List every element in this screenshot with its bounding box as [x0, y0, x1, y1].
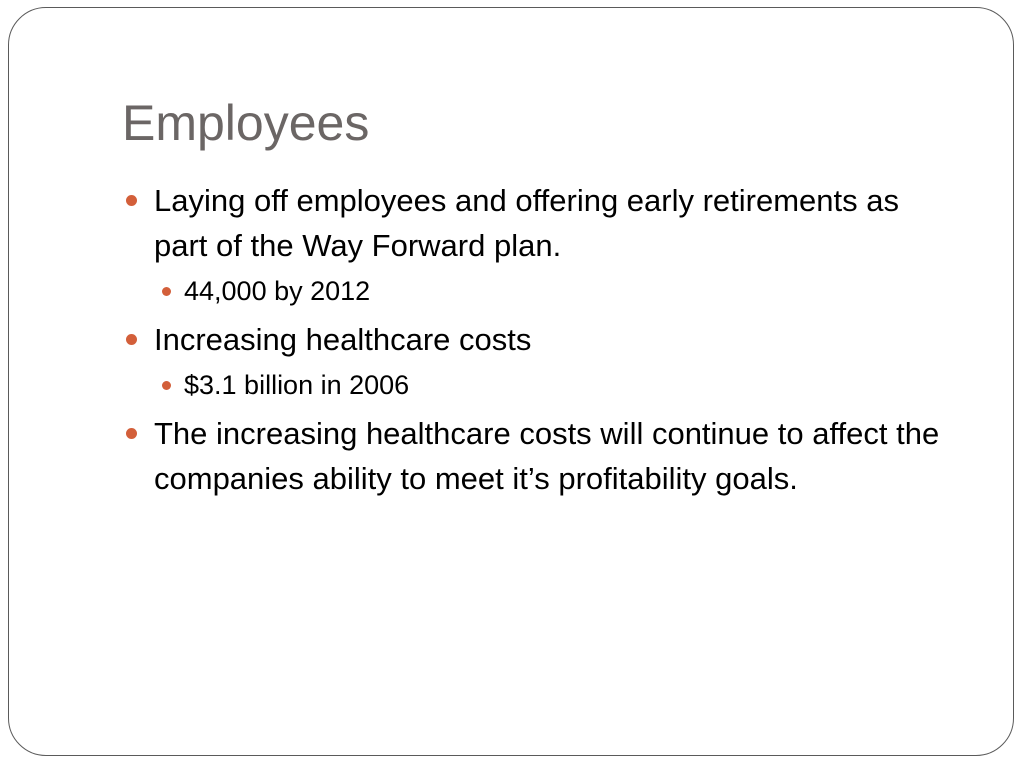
slide-frame [8, 7, 1014, 756]
sub-bullet-text: 44,000 by 2012 [184, 276, 371, 306]
sub-bullet-text: $3.1 billion in 2006 [184, 370, 410, 400]
bullet-item [122, 317, 942, 362]
sub-bullet-item [122, 271, 942, 311]
bullet-text: Laying off employees and offering early retirements as part of the Way Forward plan. [154, 183, 899, 263]
sub-bullet-dot-icon [162, 287, 171, 296]
bullet-dot-icon [126, 334, 137, 345]
bullet-dot-icon [126, 428, 137, 439]
bullet-dot-icon [126, 195, 137, 206]
bullet-item [122, 411, 942, 501]
bullet-text: The increasing healthcare costs will continue to affect the companies ability to meet it’s profitability goals. [154, 416, 940, 496]
slide-title: Employees [122, 95, 370, 151]
bullet-list [122, 178, 942, 504]
bullet-item [122, 178, 942, 268]
bullet-text: Increasing healthcare costs [154, 322, 532, 357]
sub-bullet-item [122, 365, 942, 405]
sub-bullet-dot-icon [162, 381, 171, 390]
